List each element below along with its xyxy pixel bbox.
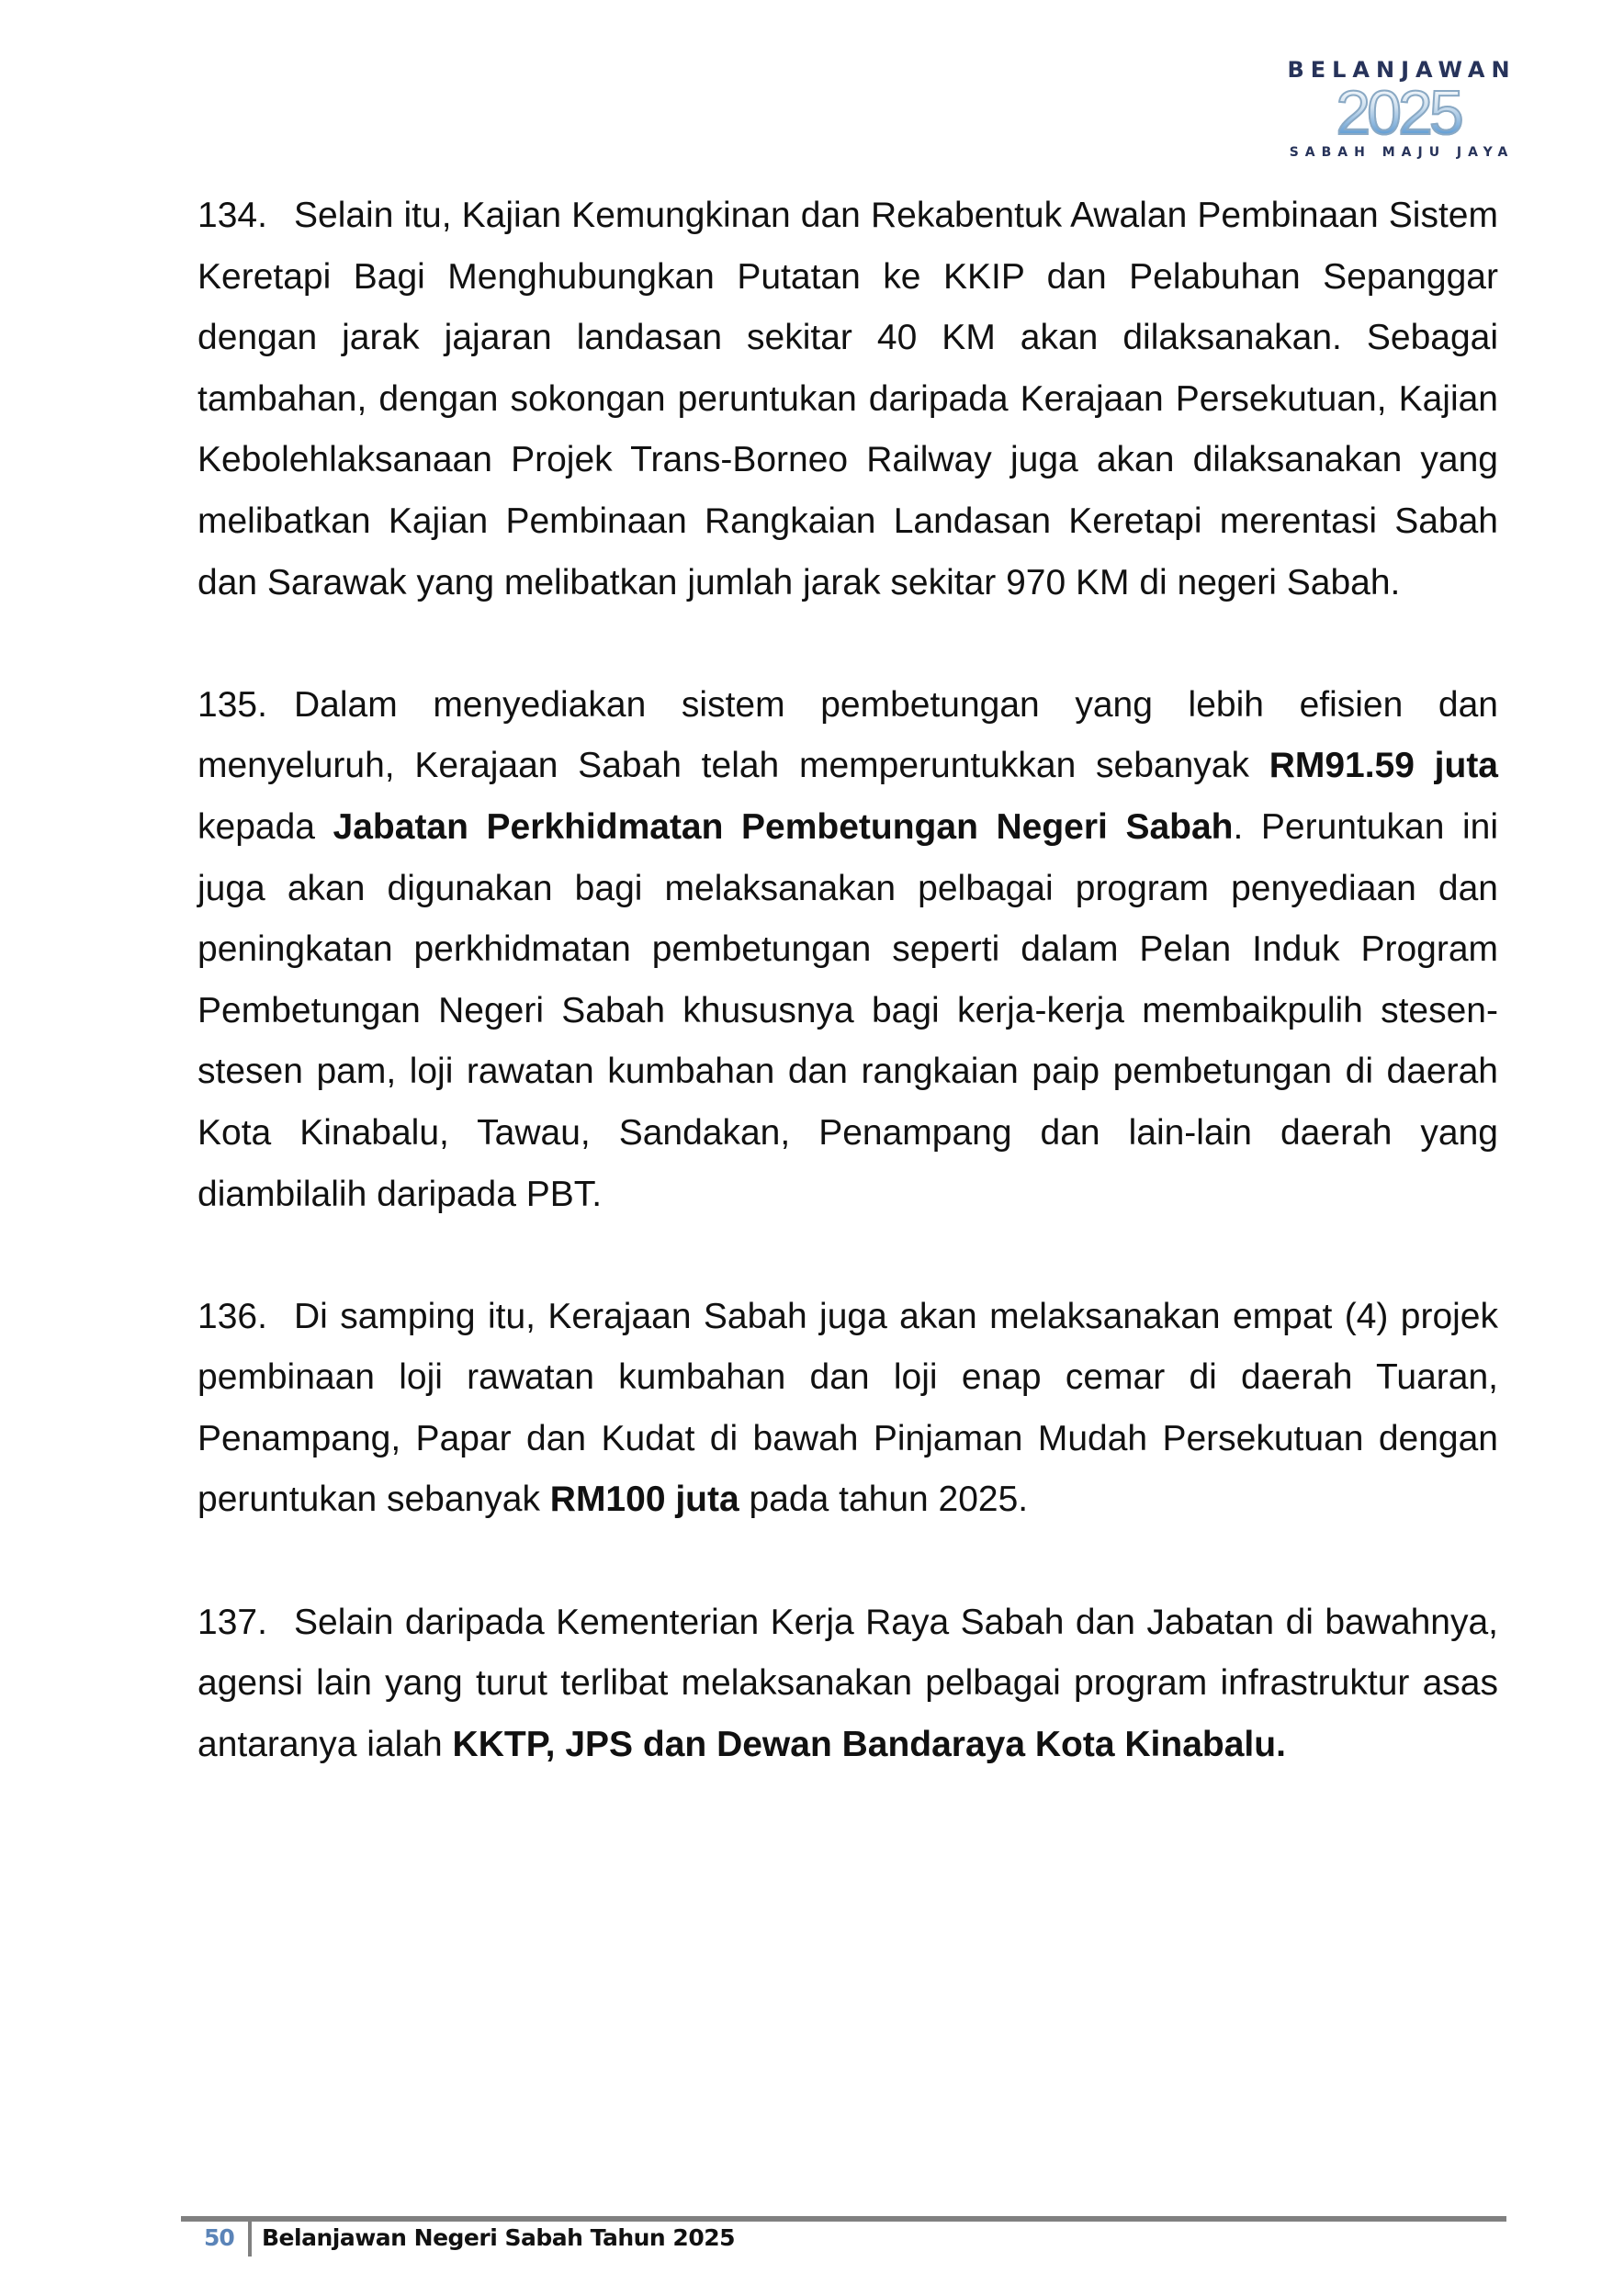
text-run: kepada: [197, 806, 333, 847]
paragraph-number: 137.: [197, 1602, 267, 1642]
paragraph-134: [197, 186, 1498, 613]
logo-year: 2025: [1260, 83, 1536, 143]
bold-text: KKTP, JPS dan Dewan Bandaraya Kota Kinabalu.: [452, 1724, 1286, 1764]
paragraph-number: 134.: [197, 196, 267, 235]
footer-title: Belanjawan Negeri Sabah Tahun 2025: [262, 2224, 736, 2251]
paragraph-135: [197, 675, 1498, 1225]
page-number: 50: [204, 2224, 234, 2251]
text-run: Selain itu, Kajian Kemungkinan dan Rekabentuk Awalan Pembinaan Sistem Keretapi Bagi Menghubungkan Putatan ke KKIP dan Pelabuhan Sepanggar dengan jarak jajaran landasan sekitar 40 KM akan dilaksanakan. Sebagai tambahan, dengan sokongan peruntukan daripada Kerajaan Persekutuan, Kajian Kebolehlaksanaan Projek Trans-Borneo Railway juga akan dilaksanakan yang melibatkan Kajian Pembinaan Rangkaian Landasan Keretapi merentasi Sabah dan Sarawak yang melibatkan jumlah jarak sekitar 970 KM di negeri Sabah.: [197, 196, 1498, 602]
paragraph-text: [197, 685, 1498, 1214]
footer-rule: [181, 2216, 1506, 2222]
logo-tagline: SABAH MAJU JAYA: [1289, 145, 1515, 160]
paragraph-137: [197, 1593, 1498, 1776]
paragraph-text: [197, 1603, 1498, 1764]
text-run: Dalam menyediakan sistem pembetungan yang lebih efisien dan menyeluruh, Kerajaan Sabah telah memperuntukkan sebanyak: [197, 684, 1498, 786]
belanjawan-2025-logo: [1260, 57, 1536, 176]
paragraph-text: [197, 1297, 1498, 1520]
text-run: Selain daripada Kementerian Kerja Raya Sabah dan Jabatan di bawahnya, agensi lain yang turut terlibat melaksanakan pelbagai program infrastruktur asas antaranya ialah: [197, 1602, 1498, 1764]
bold-text: RM91.59 juta: [1269, 746, 1498, 786]
text-run: . Peruntukan ini juga akan digunakan bagi melaksanakan pelbagai program penyediaan dan peningkatan perkhidmatan pembetungan seperti dalam Pelan Induk Program Pembetungan Negeri Sabah khususnya bagi kerja-kerja membaikpulih stesen-stesen pam, loji rawatan kumbahan dan rangkaian paip pembetungan di daerah Kota Kinabalu, Tawau, Sandakan, Penampang dan lain-lain daerah yang diambilalih daripada PBT.: [197, 806, 1498, 1214]
bold-text: Jabatan Perkhidmatan Pembetungan Negeri Sabah: [333, 806, 1234, 847]
paragraph-number: 136.: [197, 1296, 267, 1336]
logo-top-text: BELANJAWAN: [1287, 57, 1517, 83]
footer-separator: [248, 2222, 252, 2257]
bold-text: RM100 juta: [549, 1480, 739, 1520]
paragraph-text: [197, 196, 1498, 602]
paragraph-number: 135.: [197, 684, 267, 725]
text-run: pada tahun 2025.: [739, 1480, 1029, 1520]
document-body: [197, 186, 1498, 1837]
paragraph-136: [197, 1287, 1498, 1531]
text-run: Di samping itu, Kerajaan Sabah juga akan melaksanakan empat (4) projek pembinaan loji rawatan kumbahan dan loji enap cemar di daerah Tuaran, Penampang, Papar dan Kudat di bawah Pinjaman Mudah Persekutuan dengan peruntukan sebanyak: [197, 1296, 1498, 1520]
